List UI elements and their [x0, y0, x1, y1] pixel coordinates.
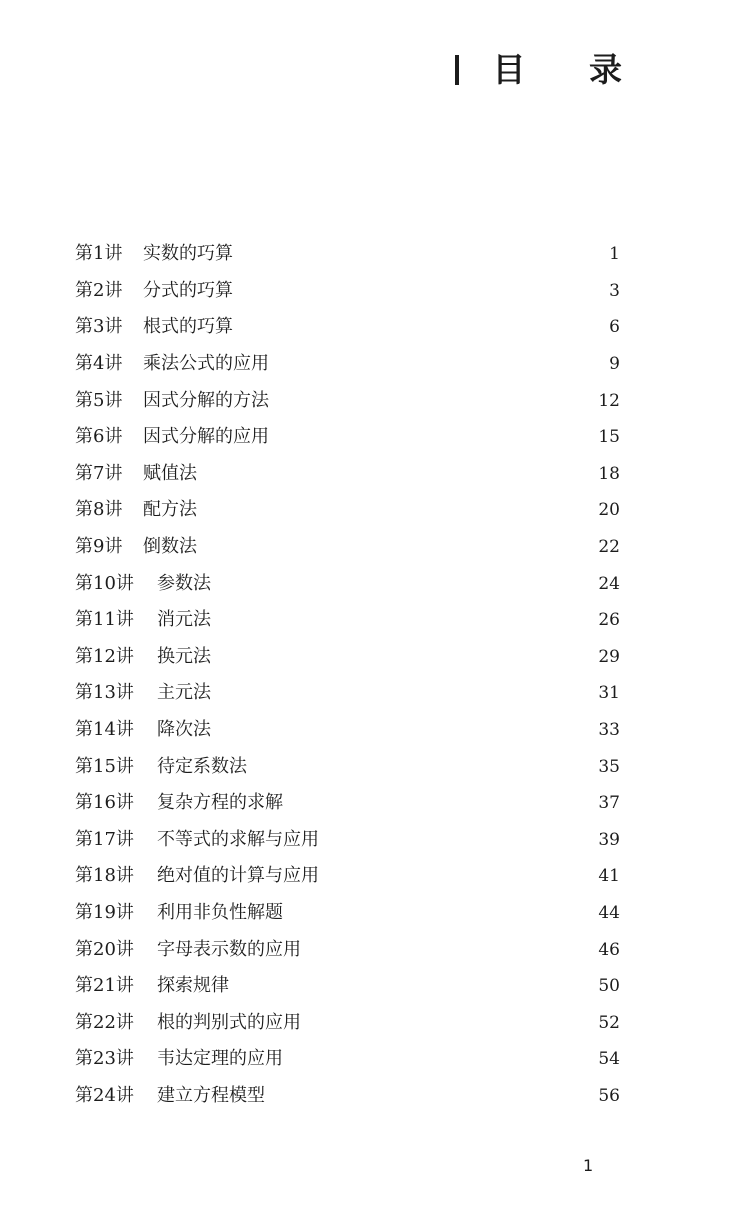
toc-page-number: 56: [598, 1085, 620, 1106]
toc-chapter-title: 复杂方程的求解: [157, 792, 283, 814]
toc-lecture-number: 第18讲: [75, 865, 134, 887]
toc-lecture-number: 第4讲: [75, 353, 123, 375]
toc-chapter-title: 因式分解的应用: [143, 426, 269, 448]
toc-lecture-number: 第14讲: [75, 719, 134, 741]
toc-entry[interactable]: [75, 382, 620, 419]
toc-lecture-number: 第2讲: [75, 279, 123, 301]
toc-chapter-title: 降次法: [157, 719, 211, 741]
toc-chapter-title: 建立方程模型: [157, 1084, 265, 1106]
toc-chapter-title: 因式分解的方法: [143, 389, 269, 411]
toc-lecture-number: 第9讲: [75, 536, 123, 558]
toc-chapter-title: 赋值法: [143, 462, 197, 484]
toc-chapter-title: 绝对值的计算与应用: [157, 865, 319, 887]
toc-page-number: 18: [598, 463, 620, 484]
toc-page-number: 15: [598, 427, 620, 448]
toc-lecture-number: 第8讲: [75, 499, 123, 521]
toc-chapter-title: 参数法: [157, 572, 211, 594]
toc-entry[interactable]: [75, 346, 620, 383]
toc-page-number: 26: [598, 610, 620, 631]
toc-lecture-number: 第23讲: [75, 1048, 134, 1070]
toc-page-number: 33: [598, 720, 620, 741]
toc-lecture-number: 第13讲: [75, 682, 134, 704]
toc-lecture-number: 第1讲: [75, 243, 123, 265]
toc-lecture-number: 第16讲: [75, 792, 134, 814]
toc-chapter-title: 主元法: [157, 682, 211, 704]
toc-lecture-number: 第17讲: [75, 828, 134, 850]
toc-chapter-title: 配方法: [143, 499, 197, 521]
toc-entry[interactable]: [75, 968, 620, 1005]
toc-entry[interactable]: [75, 1041, 620, 1078]
toc-page-number: 44: [598, 902, 620, 923]
toc-chapter-title: 字母表示数的应用: [157, 938, 301, 960]
toc-lecture-number: 第6讲: [75, 426, 123, 448]
table-of-contents: [75, 236, 620, 1114]
toc-entry[interactable]: [75, 822, 620, 859]
toc-lecture-number: 第3讲: [75, 316, 123, 338]
toc-lecture-number: 第24讲: [75, 1084, 134, 1106]
toc-lecture-number: 第20讲: [75, 938, 134, 960]
toc-lecture-number: 第22讲: [75, 1011, 134, 1033]
toc-page-number: 50: [598, 976, 620, 997]
page-title: 目 录: [492, 50, 648, 89]
toc-lecture-number: 第7讲: [75, 462, 123, 484]
toc-chapter-title: 根式的巧算: [143, 316, 233, 338]
toc-entry[interactable]: [75, 675, 620, 712]
toc-page-number: 52: [598, 1012, 620, 1033]
toc-page-number: 6: [609, 317, 620, 338]
toc-entry[interactable]: [75, 419, 620, 456]
toc-chapter-title: 利用非负性解题: [157, 901, 283, 923]
toc-entry[interactable]: [75, 602, 620, 639]
contents-heading: [455, 50, 648, 90]
toc-lecture-number: 第21讲: [75, 975, 134, 997]
toc-chapter-title: 分式的巧算: [143, 279, 233, 301]
toc-chapter-title: 换元法: [157, 645, 211, 667]
toc-chapter-title: 乘法公式的应用: [143, 353, 269, 375]
toc-page-number: 22: [598, 537, 620, 558]
toc-entry[interactable]: [75, 565, 620, 602]
page-number: 1: [583, 1156, 594, 1175]
toc-chapter-title: 韦达定理的应用: [157, 1048, 283, 1070]
toc-page-number: 20: [598, 500, 620, 521]
toc-entry[interactable]: [75, 785, 620, 822]
toc-page-number: 31: [598, 683, 620, 704]
toc-page-number: 9: [609, 354, 620, 375]
toc-lecture-number: 第15讲: [75, 755, 134, 777]
toc-page-number: 29: [598, 646, 620, 667]
toc-page-number: 37: [598, 793, 620, 814]
toc-chapter-title: 探索规律: [157, 975, 229, 997]
toc-page-number: 3: [609, 280, 620, 301]
heading-bar: [455, 55, 459, 85]
toc-page-number: 12: [598, 390, 620, 411]
toc-entry[interactable]: [75, 236, 620, 273]
toc-lecture-number: 第19讲: [75, 901, 134, 923]
toc-chapter-title: 倒数法: [143, 536, 197, 558]
toc-page-number: 24: [598, 573, 620, 594]
toc-chapter-title: 待定系数法: [157, 755, 247, 777]
toc-chapter-title: 不等式的求解与应用: [157, 828, 319, 850]
toc-entry[interactable]: [75, 858, 620, 895]
toc-entry[interactable]: [75, 895, 620, 932]
toc-lecture-number: 第10讲: [75, 572, 134, 594]
toc-entry[interactable]: [75, 931, 620, 968]
toc-entry[interactable]: [75, 1078, 620, 1115]
toc-page-number: 1: [609, 244, 620, 265]
toc-entry[interactable]: [75, 748, 620, 785]
toc-page-number: 54: [598, 1049, 620, 1070]
toc-entry[interactable]: [75, 456, 620, 493]
toc-chapter-title: 实数的巧算: [143, 243, 233, 265]
toc-page-number: 39: [598, 829, 620, 850]
toc-entry[interactable]: [75, 712, 620, 749]
toc-lecture-number: 第11讲: [75, 609, 134, 631]
toc-entry[interactable]: [75, 529, 620, 566]
toc-entry[interactable]: [75, 492, 620, 529]
toc-page-number: 35: [598, 756, 620, 777]
toc-entry[interactable]: [75, 639, 620, 676]
toc-chapter-title: 消元法: [157, 609, 211, 631]
toc-entry[interactable]: [75, 1004, 620, 1041]
toc-page-number: 41: [598, 866, 620, 887]
toc-chapter-title: 根的判别式的应用: [157, 1011, 301, 1033]
toc-entry[interactable]: [75, 309, 620, 346]
toc-lecture-number: 第12讲: [75, 645, 134, 667]
toc-page-number: 46: [598, 939, 620, 960]
toc-entry[interactable]: [75, 273, 620, 310]
toc-lecture-number: 第5讲: [75, 389, 123, 411]
